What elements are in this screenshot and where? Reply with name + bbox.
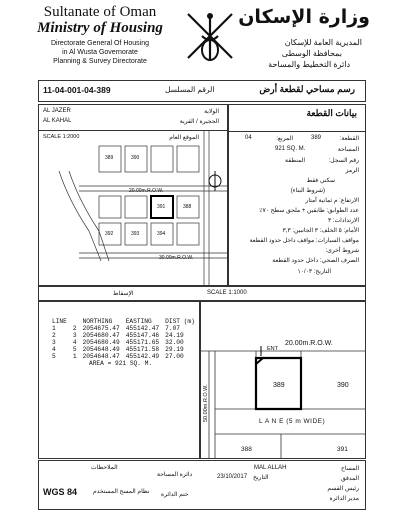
cell: 455147.46 — [125, 332, 160, 339]
cell: 3 — [72, 332, 77, 339]
entrance-label: ENT — [267, 346, 278, 352]
signatory-head: رئيس القسم — [327, 486, 359, 492]
cell: 1 — [52, 325, 56, 332]
cell: 24.19 — [165, 332, 184, 339]
col-northing: NORTHING — [82, 318, 113, 325]
plot-data-title: بيانات القطعة — [306, 108, 357, 118]
condition-row-7: الصرف الصحي: داخل حدود القطعة — [272, 258, 359, 264]
cell: 3 — [52, 339, 56, 346]
coordinates-table — [49, 318, 198, 367]
detail-map-drawing — [201, 302, 365, 458]
ar-ministry-title: وزارة الإسكان — [238, 6, 370, 28]
road-row-label: 20.00m.R.O.W. — [129, 188, 164, 194]
road-row-label-2: 30.00m.R.O.W. — [159, 255, 194, 261]
notes-label: الملاحظات — [91, 465, 118, 471]
table-row — [49, 353, 198, 360]
plot-right-number: 390 — [337, 382, 349, 389]
cell: 2 — [52, 332, 56, 339]
date-label: التاريخ — [253, 475, 269, 481]
area-label: المساحة — [337, 147, 359, 153]
ar-directorate-1: المديرية العامة للإسكان — [284, 38, 362, 47]
cell: 5 — [52, 353, 56, 360]
ar-directorate-2: بمحافظة الوسطى — [281, 49, 342, 58]
serial-label: الرقم المسلسل — [165, 85, 215, 94]
cell: 455171.65 — [125, 339, 160, 346]
col-dist: DIST (m) — [165, 318, 195, 325]
area-value: 921 SQ. M. — [275, 146, 306, 152]
country-title: Sultanate of Oman — [43, 4, 157, 20]
scale-top: SCALE 1:2000 — [43, 134, 80, 140]
table-row — [49, 339, 198, 346]
plot-392-small: 392 — [105, 231, 114, 237]
plot-bottom-right: 391 — [337, 446, 348, 453]
road-top-label: 20.00m.R.O.W. — [285, 340, 333, 347]
plot-388-small: 388 — [183, 204, 192, 210]
col-line: LINE — [52, 318, 67, 325]
plot-393-small: 393 — [131, 231, 140, 237]
condition-row-4: الأمام: ٥ الخلف: ٣ الجانبين: ٣,٣ — [282, 228, 359, 234]
directorate-line-1: Directorate General Of Housing — [50, 40, 150, 47]
projection-label: الإسقاط — [113, 291, 134, 297]
plot-389-small: 389 — [105, 155, 114, 161]
datum-value: WGS 84 — [43, 487, 78, 497]
location-label: الموقع العام — [169, 135, 199, 141]
plot-label: القطعة: — [339, 136, 359, 142]
signatory-director: مدير الدائرة — [329, 496, 359, 502]
cell: 2 — [72, 325, 77, 332]
condition-row-3: الارتدادات: ٣ — [327, 218, 359, 224]
zone-value: الرمز — [345, 168, 359, 174]
footer-panel — [38, 460, 366, 510]
datum-label: نظام المسح المستخدم — [93, 489, 150, 495]
table-row — [49, 332, 198, 339]
cell: 2054680.47 — [82, 332, 120, 339]
place-name-1: AL JAZER — [43, 108, 71, 114]
directorate-line-2: in Al Wusta Governorate — [62, 49, 138, 56]
place-name-2: AL KAHAL — [43, 118, 72, 124]
signatory-surveyor: المساح — [340, 466, 359, 472]
cell: 455171.58 — [125, 346, 160, 353]
scale-value: SCALE 1:1000 — [207, 290, 247, 296]
area-row — [49, 360, 198, 367]
scale-bar — [38, 286, 366, 301]
plot-391-small: 391 — [157, 204, 166, 210]
condition-date: التاريخ: ١٠/٠٣ — [297, 269, 331, 275]
directorate-line-3: Planning & Survey Directorate — [53, 58, 147, 65]
cell: 2054648.49 — [82, 346, 120, 353]
surveyor-name: MAL ALLAH — [254, 465, 287, 471]
cell: 2054680.49 — [82, 339, 120, 346]
lane-label: L A N E (5 m WIDE) — [259, 418, 326, 425]
plot-main-number: 389 — [273, 382, 285, 389]
detail-map — [200, 301, 366, 459]
table-row — [49, 325, 198, 332]
oman-emblem-icon — [180, 6, 240, 68]
cell: 32.00 — [165, 339, 184, 346]
condition-row-1: الارتفاع: م ثمانية أمتار — [305, 198, 359, 204]
col-easting: EASTING — [125, 318, 152, 325]
road-left-label: 50.00m.R.O.W. — [203, 384, 209, 422]
document-title: رسم مساحي لقطعة أرض — [259, 84, 355, 94]
cell: 2054648.47 — [82, 353, 120, 360]
block-label: المربع: — [276, 136, 293, 142]
usage-label: رقم السجل: — [328, 158, 359, 164]
plot-394-small: 394 — [157, 231, 166, 237]
zone-label: المنطقة — [285, 158, 305, 164]
cell: 27.00 — [165, 353, 184, 360]
condition-row-2: عدد الطوابق: طابقين + ملحق سطح ٧٠٪ — [259, 208, 359, 214]
cell: 455142.47 — [125, 325, 160, 332]
condition-row-5: مواقف السيارات: مواقف داخل حدود القطعة — [249, 238, 359, 244]
plot-390-small: 390 — [131, 155, 140, 161]
cell: 2054675.47 — [82, 325, 120, 332]
signatory-checker: المدقق — [341, 476, 359, 482]
ar-place-2: الحجيرة / القرية — [179, 119, 219, 125]
block-number: 04 — [245, 135, 252, 141]
serial-number: 11-04-001-04-389 — [43, 85, 111, 95]
area-total: AREA = 921 SQ. M. — [89, 360, 153, 367]
conditions-title: (شروط البناء) — [290, 188, 325, 194]
ar-directorate-3: دائرة التخطيط والمساحة — [268, 60, 350, 69]
location-map — [38, 130, 228, 286]
cell: 4 — [72, 339, 77, 346]
cell: 7.07 — [165, 325, 180, 332]
department-seal-label: ختم الدائرة — [161, 492, 189, 498]
cell: 29.19 — [165, 346, 184, 353]
condition-row-6: شروط أخرى: — [325, 248, 359, 254]
plot-number: 389 — [311, 135, 322, 141]
ministry-title: Ministry of Housing — [37, 20, 163, 36]
table-row — [49, 346, 198, 353]
cell: 1 — [72, 353, 77, 360]
title-bar — [38, 80, 366, 102]
plot-data-panel — [228, 104, 366, 286]
cell: 5 — [72, 346, 77, 353]
cell: 455142.49 — [125, 353, 160, 360]
survey-department: دائرة المساحة — [157, 472, 193, 478]
col-to — [70, 318, 80, 325]
ar-place-1: الولاية — [204, 109, 219, 115]
sign-date: 23/10/2017 — [217, 474, 248, 480]
plot-bottom-left: 388 — [241, 446, 252, 453]
usage-type: سكني فقط — [306, 178, 335, 184]
cell: 4 — [52, 346, 56, 353]
table-header-row — [49, 318, 198, 325]
